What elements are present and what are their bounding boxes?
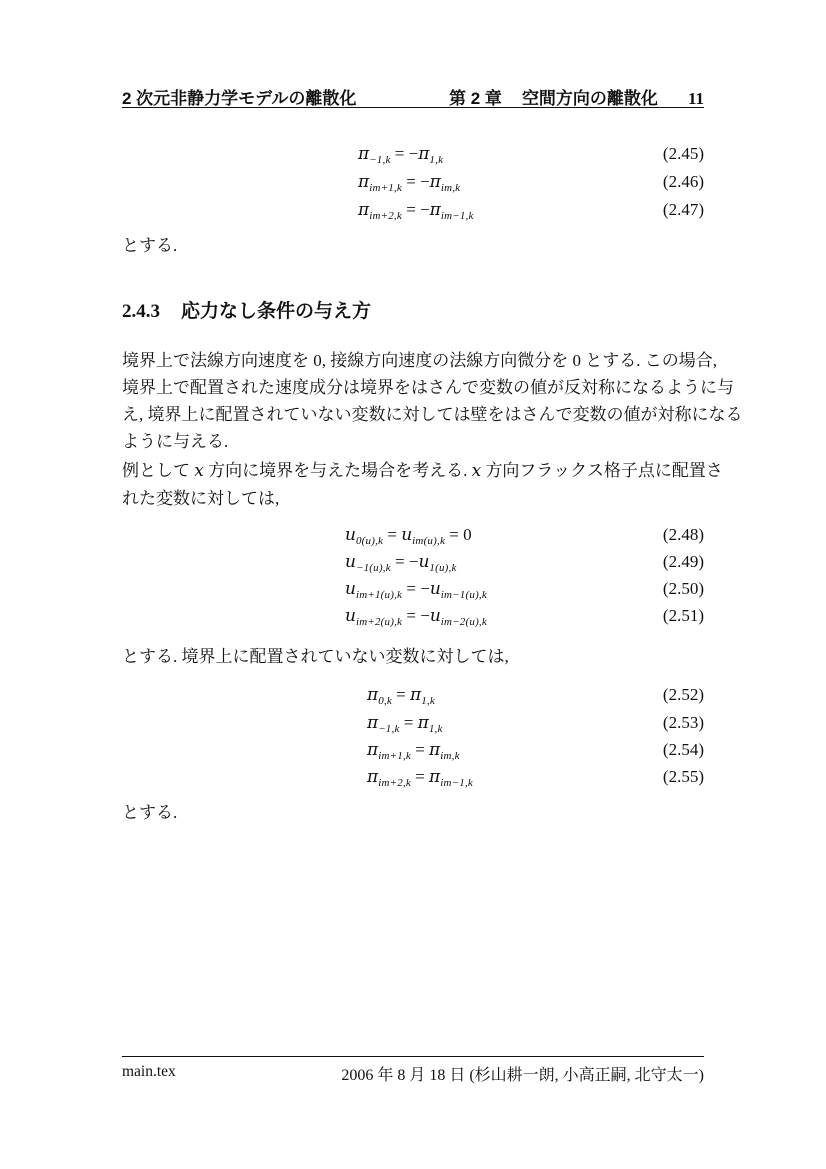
body-text: とする.: [122, 236, 178, 255]
equation-row: [0, 140, 826, 167]
section-number: 2.4.3: [122, 301, 160, 322]
equation-2-55: $\pi_{im+2,k} = \pi_{im-1,k}$: [367, 767, 473, 789]
equation-number: (2.48): [662, 525, 704, 544]
equation-number: (2.51): [662, 606, 704, 625]
paragraph: [122, 232, 722, 259]
body-text-line: [122, 457, 722, 485]
equation-row: [0, 681, 826, 708]
body-text: とする.: [122, 803, 178, 822]
equation-number: (2.50): [662, 579, 704, 598]
equation-row: [0, 736, 826, 763]
equation-number: (2.45): [662, 144, 704, 163]
footer-date-authors: 2006 年 8 月 18 日 (杉山耕一朗, 小高正嗣, 北守太一): [341, 1067, 704, 1084]
equation-row: [0, 763, 826, 790]
header-chapter-number: 第 2 章: [449, 89, 502, 108]
equation-number: (2.52): [662, 685, 704, 704]
equation-row: [0, 168, 826, 195]
paragraph: [122, 643, 722, 670]
equation-row: [0, 575, 826, 602]
body-text-line: ように与える.: [122, 432, 229, 451]
equation-row: [0, 602, 826, 629]
math-variable-x: x: [194, 461, 204, 481]
equation-2-47: $\pi_{im+2,k} = -\pi_{im-1,k}$: [358, 200, 474, 222]
equation-number: (2.47): [662, 200, 704, 219]
footer-filename: main.tex: [122, 1063, 176, 1080]
section-heading: [122, 296, 371, 323]
equation-2-48: $u_{0(u),k} = u_{im(u),k} = 0$: [345, 525, 472, 547]
body-text: 方向フラックス格子点に配置さ: [481, 461, 723, 480]
page-number: 11: [687, 89, 704, 108]
header-running-title: 2 次元非静力学モデルの離散化: [122, 89, 357, 108]
body-text-line: れた変数に対しては,: [122, 489, 280, 508]
equation-number: (2.54): [662, 740, 704, 759]
math-variable-x: x: [471, 461, 482, 481]
body-text-line: 境界上で配置された速度成分は境界をはさんで変数の値が反対称になるように与: [122, 378, 734, 397]
equation-2-49: $u_{-1(u),k} = -u_{1(u),k}$: [345, 552, 457, 574]
header-chapter-title: 空間方向の離散化: [521, 89, 658, 108]
footer-rule: [122, 1056, 704, 1057]
header-chapter-info: [449, 84, 704, 109]
paragraph: [122, 457, 722, 512]
equation-2-52: $\pi_{0,k} = \pi_{1,k}$: [367, 685, 435, 707]
header-rule: [122, 107, 704, 108]
equation-2-51: $u_{im+2(u),k} = -u_{im-2(u),k}$: [345, 606, 487, 628]
equation-2-46: $\pi_{im+1,k} = -\pi_{im,k}$: [358, 172, 461, 194]
equation-number: (2.49): [662, 552, 704, 571]
body-text-line: え, 境界上に配置されていない変数に対しては壁をはさんで変数の値が対称になる: [122, 405, 743, 424]
equation-number: (2.46): [662, 172, 704, 191]
paragraph: [122, 347, 743, 455]
equation-number: (2.53): [662, 713, 704, 732]
body-text: 例として: [122, 461, 195, 480]
equation-row: [0, 521, 826, 548]
equation-row: [0, 196, 826, 223]
equation-number: (2.55): [662, 767, 704, 786]
equation-2-54: $\pi_{im+1,k} = \pi_{im,k}$: [367, 740, 460, 762]
body-text: とする. 境界上に配置されていない変数に対しては,: [122, 647, 509, 666]
equation-row: [0, 709, 826, 736]
equation-2-50: $u_{im+1(u),k} = -u_{im-1(u),k}$: [345, 579, 487, 601]
equation-2-45: $\pi_{-1,k} = -\pi_{1,k}$: [358, 144, 444, 166]
body-text-line: 境界上で法線方向速度を 0, 接線方向速度の法線方向微分を 0 とする. この場合,: [122, 351, 717, 370]
equation-2-53: $\pi_{-1,k} = \pi_{1,k}$: [367, 713, 443, 735]
section-title: 応力なし条件の与え方: [181, 301, 372, 322]
paragraph: [122, 799, 722, 826]
body-text: 方向に境界を与えた場合を考える.: [203, 461, 472, 480]
equation-row: [0, 548, 826, 575]
